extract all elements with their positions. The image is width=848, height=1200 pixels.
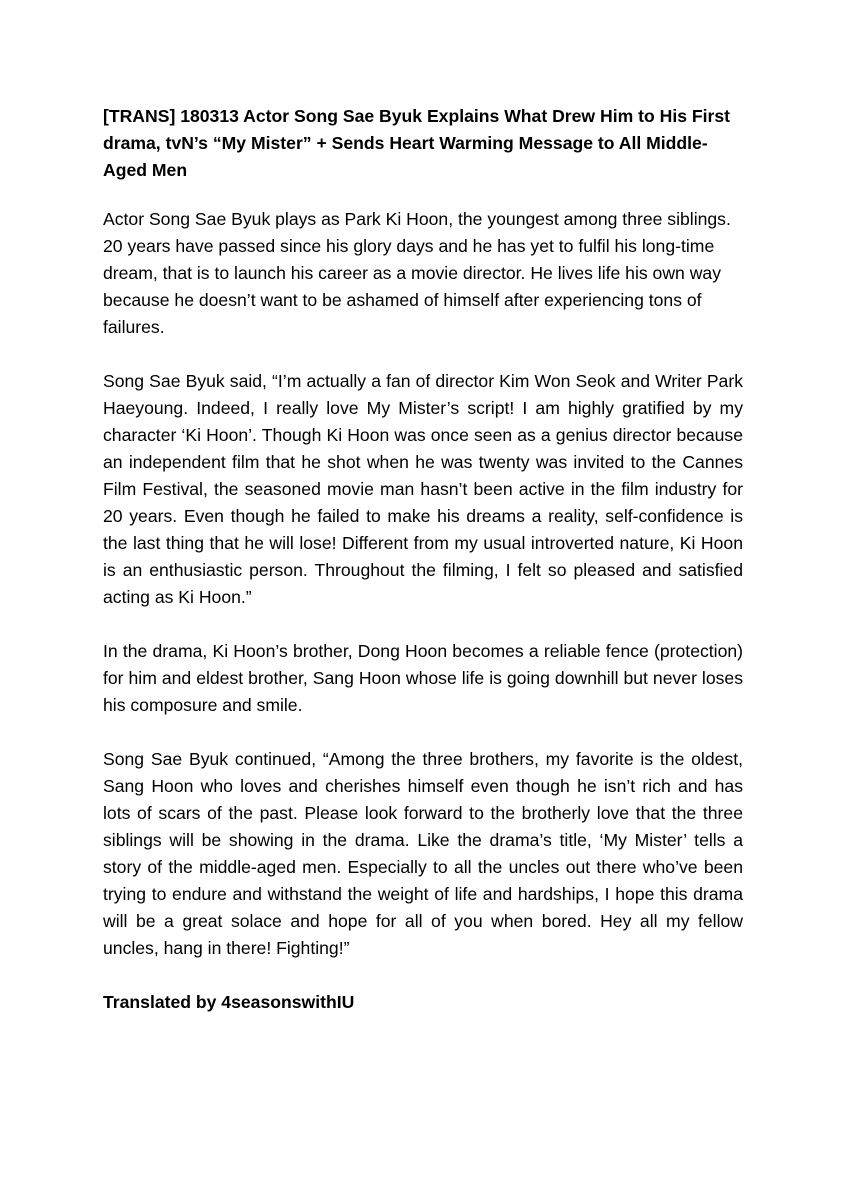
paragraph-quote-two: Song Sae Byuk continued, “Among the three brothers, my favorite is the oldest, Sang Hoon who loves and cherishes himself even though he isn’t rich and has lots of scars of the past. Please look forward to the brotherly love that the three siblings will be showing in the drama. Like the drama’s title, ‘My Mister’ tells a story of the middle-aged men. Especially to all the uncles out there who’ve been trying to endure and withstand the weight of life and hardships, I hope this drama will be a great solace and hope for all of you when bored. Hey all my fellow uncles, hang in there! Fighting!” bbox=[103, 749, 743, 958]
translation-credit: Translated by 4seasonswithIU bbox=[103, 992, 355, 1012]
document-title: [TRANS] 180313 Actor Song Sae Byuk Explains What Drew Him to His First drama, tvN’s “My Mister” + Sends Heart Warming Message to All Middle-Aged Men bbox=[103, 106, 731, 180]
paragraph-brothers: In the drama, Ki Hoon’s brother, Dong Hoon becomes a reliable fence (protection) for him and eldest brother, Sang Hoon whose life is going downhill but never loses his composure and smile. bbox=[103, 641, 743, 715]
paragraph-quote-one: Song Sae Byuk said, “I’m actually a fan of director Kim Won Seok and Writer Park Haeyoung. Indeed, I really love My Mister’s script! I am highly gratified by my character ‘Ki Hoon’. Though Ki Hoon was once seen as a genius director because an independent film that he shot when he was twenty was invited to the Cannes Film Festival, the seasoned movie man hasn’t been active in the film industry for 20 years. Even though he failed to make his dreams a reality, self-confidence is the last thing that he will lose! Different from my usual introverted nature, Ki Hoon is an enthusiastic person. Throughout the filming, I felt so pleased and satisfied acting as Ki Hoon.” bbox=[103, 371, 743, 607]
document-body bbox=[103, 103, 743, 1016]
paragraph-intro: Actor Song Sae Byuk plays as Park Ki Hoon, the youngest among three siblings. 20 years have passed since his glory days and he has yet to fulfil his long-time dream, that is to launch his career as a movie director. He lives life his own way because he doesn’t want to be ashamed of himself after experiencing tons of failures. bbox=[103, 209, 731, 337]
